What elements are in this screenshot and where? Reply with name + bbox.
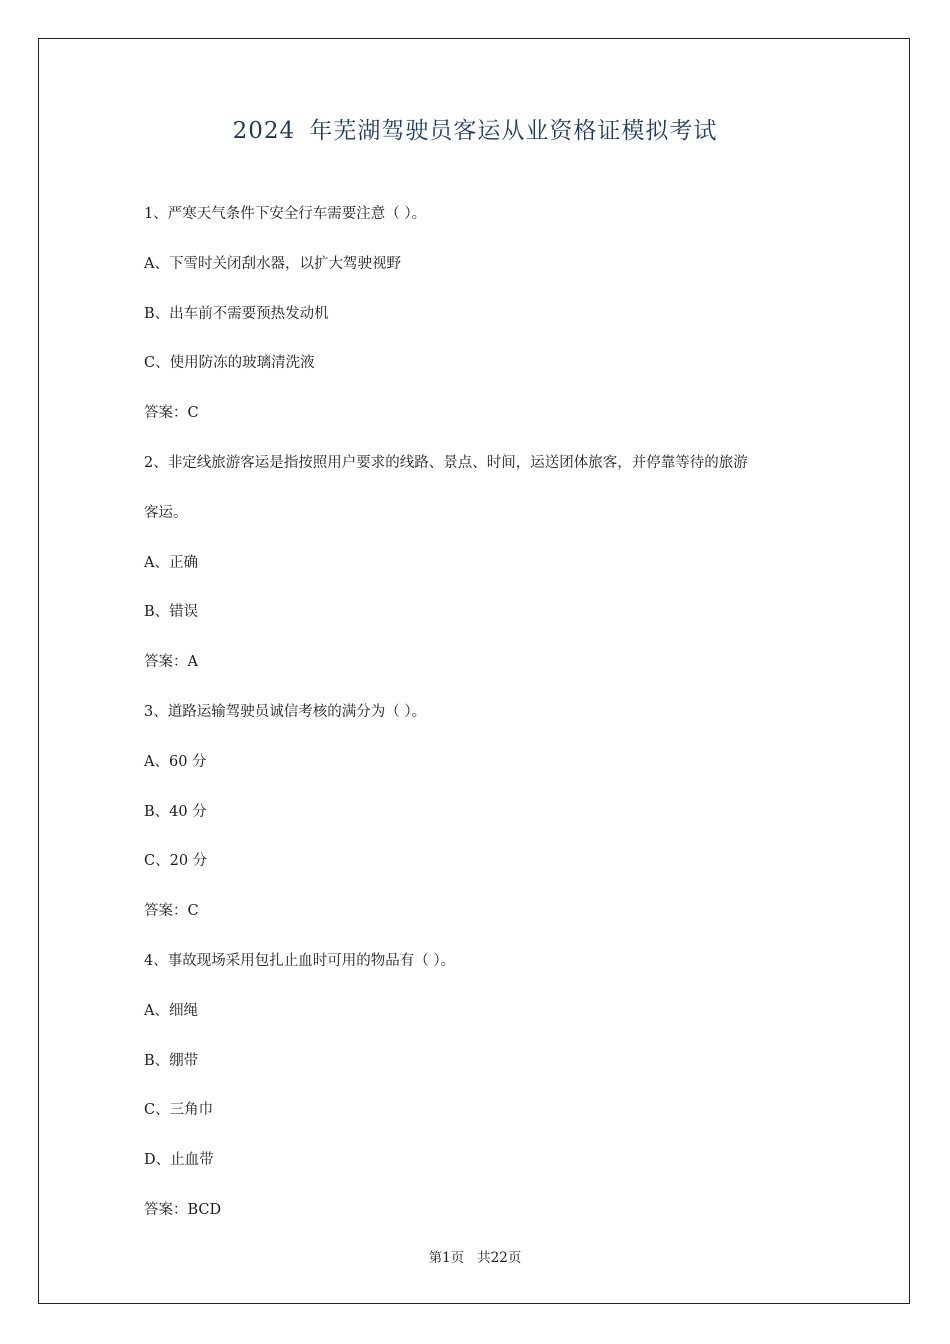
question-1-option-c: C、使用防冻的玻璃清洗液 [144, 355, 315, 372]
question-3-answer: 答案：C [144, 903, 199, 920]
question-2-option-a: A、正确 [144, 554, 198, 571]
document-title: 2024 年芜湖驾驶员客运从业资格证模拟考试 [232, 118, 718, 144]
page-number-footer: 第1页 共22页 [428, 1250, 522, 1266]
question-4-stem: 4、事故现场采用包扎止血时可用的物品有（ ）。 [144, 952, 456, 969]
question-3-option-b: B、40 分 [144, 803, 207, 820]
question-3-stem: 3、道路运输驾驶员诚信考核的满分为（ ）。 [144, 703, 427, 720]
question-2-stem: 2、非定线旅游客运是指按照用户要求的线路、景点、时间，运送团体旅客，并停靠等待的旅游 [144, 454, 748, 471]
question-2-option-b: B、错误 [144, 604, 199, 621]
question-2-answer: 答案：A [144, 654, 198, 671]
question-list [144, 199, 814, 1245]
question-1-option-a: A、下雪时关闭刮水器，以扩大驾驶视野 [144, 255, 401, 272]
question-4-option-c: C、三角巾 [144, 1102, 214, 1119]
question-4-option-b: B、绷带 [144, 1052, 199, 1069]
question-1-option-b: B、出车前不需要预热发动机 [144, 305, 329, 322]
question-4-option-a: A、细绳 [144, 1002, 198, 1019]
question-4-answer: 答案：BCD [144, 1201, 222, 1218]
question-3-option-c: C、20 分 [144, 853, 208, 870]
question-2-stem-continued: 客运。 [144, 504, 188, 521]
question-1-answer: 答案：C [144, 405, 199, 422]
question-4-option-d: D、止血带 [144, 1152, 214, 1169]
question-3-option-a: A、60 分 [144, 753, 207, 770]
question-1-stem: 1、严寒天气条件下安全行车需要注意（ ）。 [144, 206, 427, 222]
